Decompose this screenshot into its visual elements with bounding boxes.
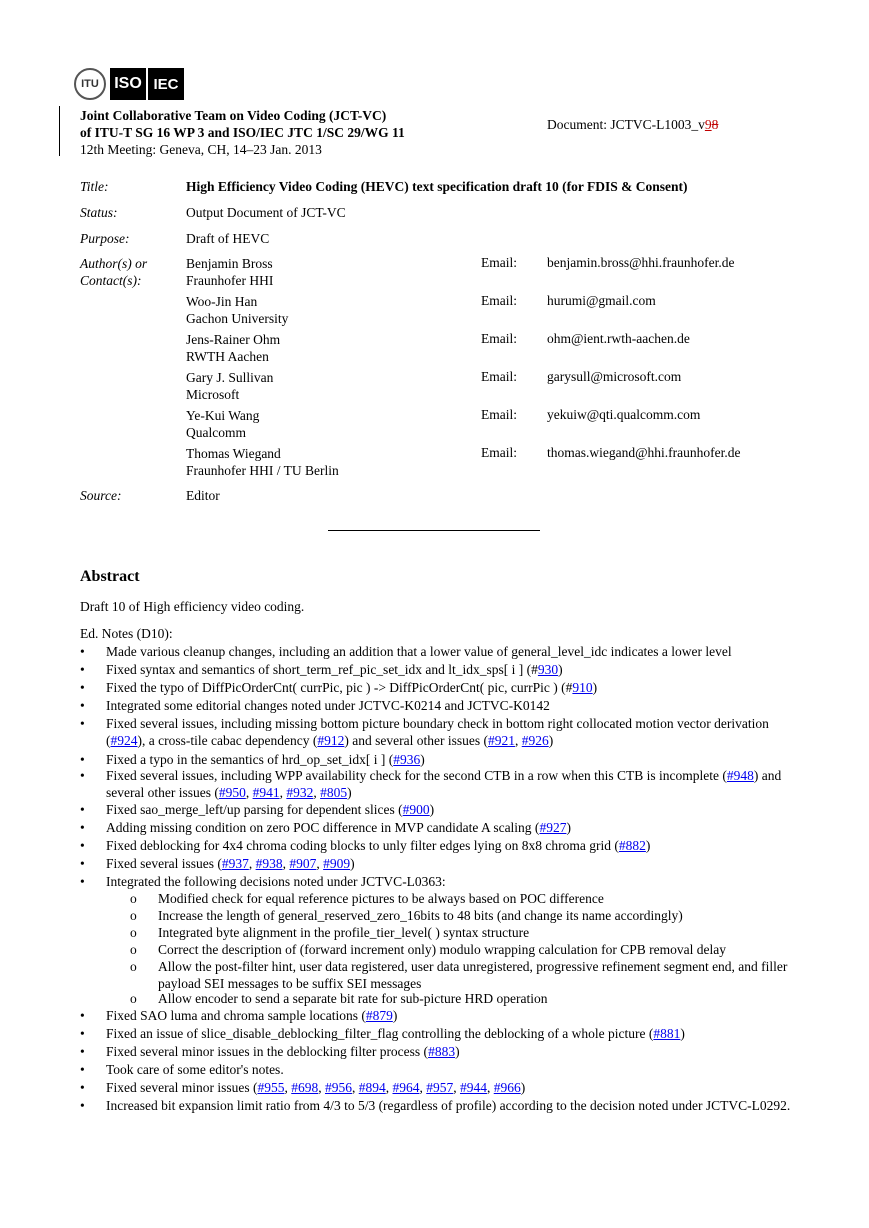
author-email: garysull@microsoft.com bbox=[547, 369, 682, 384]
ticket-link[interactable]: #964 bbox=[392, 1080, 420, 1095]
ticket-link[interactable]: #909 bbox=[323, 856, 351, 871]
abstract-heading: Abstract bbox=[80, 568, 140, 585]
change-bar bbox=[59, 106, 60, 156]
source-label: Source: bbox=[80, 488, 122, 503]
bullet-icon: • bbox=[80, 1008, 85, 1023]
author-name: Woo-Jin Han bbox=[186, 294, 258, 309]
ticket-link[interactable]: #882 bbox=[618, 838, 646, 853]
note-item bbox=[80, 679, 800, 696]
purpose-label: Purpose: bbox=[80, 231, 130, 246]
doc-version-deleted: 8 bbox=[711, 117, 719, 132]
sub-note-text: Integrated byte alignment in the profile_tier_level( ) syntax structure bbox=[158, 925, 530, 940]
ticket-link[interactable]: #894 bbox=[358, 1080, 386, 1095]
note-text: ) bbox=[350, 856, 355, 871]
note-content bbox=[106, 767, 806, 801]
author-email: thomas.wiegand@hhi.fraunhofer.de bbox=[547, 445, 741, 460]
note-text: ) bbox=[558, 662, 563, 677]
ticket-link[interactable]: #955 bbox=[257, 1080, 285, 1095]
note-item bbox=[80, 801, 800, 818]
note-item bbox=[80, 819, 800, 836]
note-text: Fixed SAO luma and chroma sample locations ( bbox=[106, 1008, 366, 1023]
ticket-link[interactable]: #879 bbox=[365, 1008, 393, 1023]
note-text: ) bbox=[392, 1008, 398, 1023]
note-item bbox=[80, 1079, 800, 1096]
note-text: ) bbox=[429, 802, 435, 817]
email-label: Email: bbox=[481, 293, 517, 308]
doc-prefix: Document: JCTVC-L1003_v bbox=[547, 117, 705, 132]
status-value: Output Document of JCT-VC bbox=[186, 205, 346, 220]
bullet-icon: • bbox=[80, 874, 85, 889]
note-content bbox=[106, 1043, 806, 1060]
note-item bbox=[80, 751, 800, 768]
ed-notes-label: Ed. Notes (D10): bbox=[80, 626, 173, 641]
note-content bbox=[106, 715, 806, 749]
bullet-icon: • bbox=[80, 1062, 85, 1077]
ticket-link[interactable]: #941 bbox=[252, 785, 280, 800]
author-org: Gachon University bbox=[186, 311, 289, 326]
ticket-link[interactable]: #956 bbox=[324, 1080, 352, 1095]
abstract-intro: Draft 10 of High efficiency video coding. bbox=[80, 599, 305, 614]
note-text: , bbox=[318, 1080, 325, 1095]
ticket-link[interactable]: #805 bbox=[320, 785, 348, 800]
note-text: Took care of some editor's notes. bbox=[106, 1062, 284, 1077]
author-email: yekuiw@qti.qualcomm.com bbox=[547, 407, 701, 422]
document-number bbox=[547, 117, 718, 133]
note-item bbox=[80, 1061, 800, 1078]
note-text: ) and several other issues ( bbox=[344, 733, 488, 748]
email-label: Email: bbox=[481, 255, 517, 270]
ticket-link[interactable]: 910 bbox=[572, 680, 593, 695]
note-content bbox=[106, 679, 806, 696]
bullet-icon: • bbox=[80, 644, 85, 659]
bullet-icon: • bbox=[80, 768, 85, 783]
author-email: benjamin.bross@hhi.fraunhofer.de bbox=[547, 255, 735, 270]
note-text: , bbox=[248, 856, 256, 871]
iec-logo: IEC bbox=[148, 68, 184, 100]
ticket-link[interactable]: 930 bbox=[537, 662, 559, 677]
purpose-value: Draft of HEVC bbox=[186, 231, 270, 246]
note-text: , bbox=[245, 785, 253, 800]
ticket-link[interactable]: #883 bbox=[428, 1044, 456, 1059]
note-content bbox=[106, 1061, 806, 1078]
note-text: , bbox=[453, 1080, 460, 1095]
author-org: Fraunhofer HHI / TU Berlin bbox=[186, 463, 339, 478]
note-text: ) bbox=[420, 752, 425, 767]
note-text: Fixed sao_merge_left/up parsing for dependent slices ( bbox=[106, 802, 403, 817]
ticket-link[interactable]: #944 bbox=[459, 1080, 487, 1095]
email-label: Email: bbox=[481, 331, 517, 346]
author-label-line-1: Author(s) or bbox=[80, 256, 148, 271]
sub-note-text: Allow the post-filter hint, user data registered, user data unregistered, progressive refinement segment end, and filler payload SEI messages to be suffix SEI messages bbox=[158, 959, 788, 991]
ticket-link[interactable]: #926 bbox=[521, 733, 549, 748]
note-text: , bbox=[313, 785, 321, 800]
note-text: Adding missing condition on zero POC difference in MVP candidate A scaling ( bbox=[106, 820, 540, 835]
note-item bbox=[80, 1097, 800, 1131]
bullet-icon: • bbox=[80, 1080, 85, 1095]
sub-bullet-icon: o bbox=[130, 942, 137, 957]
note-content bbox=[106, 819, 806, 836]
sub-bullet-icon: o bbox=[130, 908, 137, 923]
bullet-icon: • bbox=[80, 662, 85, 677]
title-label: Title: bbox=[80, 179, 109, 194]
note-content bbox=[106, 1025, 806, 1042]
note-text: Fixed the typo of DiffPicOrderCnt( currPic, pic ) -> DiffPicOrderCnt( pic, currPic ) (# bbox=[106, 680, 573, 695]
note-text: Fixed an issue of slice_disable_deblocking_filter_flag controlling the deblocking of a whole picture ( bbox=[106, 1026, 654, 1041]
ticket-link[interactable]: #907 bbox=[289, 856, 317, 871]
author-name: Thomas Wiegand bbox=[186, 446, 281, 461]
ticket-link[interactable]: #938 bbox=[255, 856, 283, 871]
author-org: Microsoft bbox=[186, 387, 240, 402]
author-org: Qualcomm bbox=[186, 425, 246, 440]
note-content bbox=[106, 643, 806, 660]
ticket-link[interactable]: #881 bbox=[653, 1026, 681, 1041]
email-label: Email: bbox=[481, 369, 517, 384]
note-content bbox=[106, 661, 806, 678]
author-name: Ye-Kui Wang bbox=[186, 408, 260, 423]
author-label-line-2: Contact(s): bbox=[80, 273, 142, 288]
note-content bbox=[106, 1079, 806, 1096]
note-text: Fixed several minor issues in the deblocking filter process ( bbox=[106, 1044, 429, 1059]
note-content bbox=[106, 751, 806, 768]
note-text: , bbox=[279, 785, 287, 800]
note-text: ) bbox=[347, 785, 352, 800]
note-item bbox=[80, 661, 800, 678]
email-label: Email: bbox=[481, 445, 517, 460]
ticket-link[interactable]: #966 bbox=[493, 1080, 521, 1095]
note-content bbox=[106, 837, 806, 854]
note-content bbox=[106, 1007, 806, 1024]
ticket-link[interactable]: #950 bbox=[218, 785, 246, 800]
ticket-link[interactable]: #948 bbox=[726, 768, 754, 783]
author-org: Fraunhofer HHI bbox=[186, 273, 274, 288]
sub-bullet-icon: o bbox=[130, 925, 137, 940]
ticket-link[interactable]: #936 bbox=[393, 752, 421, 767]
sub-note-text: Modified check for equal reference pictures to be always based on POC difference bbox=[158, 891, 604, 906]
note-text: , bbox=[486, 1080, 494, 1095]
note-text: , bbox=[284, 1080, 292, 1095]
note-content bbox=[106, 697, 806, 714]
ticket-link[interactable]: #932 bbox=[286, 785, 314, 800]
note-text: , bbox=[385, 1080, 393, 1095]
note-item bbox=[80, 715, 800, 749]
note-text: Fixed several issues, including WPP availability check for the second CTB in a row when this CTB is incomplete ( bbox=[106, 768, 727, 783]
note-content bbox=[106, 873, 806, 890]
bullet-icon: • bbox=[80, 820, 85, 835]
note-text: Increased bit expansion limit ratio from 4/3 to 5/3 (regardless of profile) according to the decision noted under JCTVC-L0292. bbox=[106, 1098, 791, 1113]
note-text: , bbox=[419, 1080, 427, 1095]
doc-version-inserted: 9 bbox=[704, 117, 712, 132]
sub-bullet-icon: o bbox=[130, 959, 137, 974]
note-text: ) and several other issues ( bbox=[106, 768, 782, 800]
ticket-link[interactable]: #912 bbox=[317, 733, 345, 748]
sub-bullet-icon: o bbox=[130, 991, 137, 1006]
bullet-icon: • bbox=[80, 680, 85, 695]
note-text: , bbox=[514, 733, 522, 748]
bullet-icon: • bbox=[80, 838, 85, 853]
sub-note-text: Correct the description of (forward increment only) modulo wrapping calculation for CPB removal delay bbox=[158, 942, 726, 957]
ticket-link[interactable]: #927 bbox=[539, 820, 567, 835]
bullet-icon: • bbox=[80, 1044, 85, 1059]
sub-bullet-icon: o bbox=[130, 891, 137, 906]
note-item bbox=[80, 697, 800, 714]
note-item bbox=[80, 1043, 800, 1060]
note-item bbox=[80, 837, 800, 854]
note-content bbox=[106, 1097, 806, 1114]
note-text: ) bbox=[548, 733, 554, 748]
note-content bbox=[106, 801, 806, 818]
note-item bbox=[80, 855, 800, 872]
ticket-link[interactable]: #924 bbox=[110, 733, 138, 748]
ticket-link[interactable]: #698 bbox=[291, 1080, 319, 1095]
note-text: Integrated the following decisions noted under JCTVC-L0363: bbox=[106, 874, 446, 889]
note-text: Fixed several issues, including missing bottom picture boundary check in bottom right collocated motion vector derivation ( bbox=[106, 716, 769, 748]
bullet-icon: • bbox=[80, 802, 85, 817]
sub-note-text: Allow encoder to send a separate bit rate for sub-picture HRD operation bbox=[158, 991, 548, 1006]
ticket-link[interactable]: #937 bbox=[221, 856, 249, 871]
author-name: Jens-Rainer Ohm bbox=[186, 332, 281, 347]
note-text: ) bbox=[520, 1080, 526, 1095]
bullet-icon: • bbox=[80, 716, 85, 731]
note-text: , bbox=[282, 856, 290, 871]
ticket-link[interactable]: #921 bbox=[487, 733, 515, 748]
itu-logo bbox=[74, 68, 106, 100]
note-text: Fixed a typo in the semantics of hrd_op_set_idx[ i ] ( bbox=[106, 752, 394, 767]
note-text: , bbox=[316, 856, 324, 871]
email-label: Email: bbox=[481, 407, 517, 422]
note-text: ), a cross-tile cabac dependency ( bbox=[137, 733, 318, 748]
sub-note-text: Increase the length of general_reserved_zero_16bits to 48 bits (and change its name accordingly) bbox=[158, 908, 683, 923]
bullet-icon: • bbox=[80, 1026, 85, 1041]
meeting-line: 12th Meeting: Geneva, CH, 14–23 Jan. 2013 bbox=[80, 142, 322, 157]
bullet-icon: • bbox=[80, 752, 85, 767]
author-name: Benjamin Bross bbox=[186, 256, 273, 271]
itu-logo-text: ITU bbox=[81, 78, 99, 90]
org-line-1: Joint Collaborative Team on Video Coding (JCT-VC) bbox=[80, 108, 387, 123]
note-text: , bbox=[351, 1080, 359, 1095]
note-item bbox=[80, 767, 800, 801]
iso-logo: ISO bbox=[110, 68, 146, 100]
note-text: ) bbox=[455, 1044, 460, 1059]
note-text: ) bbox=[592, 680, 598, 695]
note-text: Fixed deblocking for 4x4 chroma coding blocks to unly filter edges lying on 8x8 chroma grid ( bbox=[106, 838, 619, 853]
note-item bbox=[80, 643, 800, 660]
separator-line bbox=[328, 530, 540, 531]
ticket-link[interactable]: #900 bbox=[402, 802, 430, 817]
note-text: Integrated some editorial changes noted under JCTVC-K0214 and JCTVC-K0142 bbox=[106, 698, 550, 713]
note-text: Made various cleanup changes, including an addition that a lower value of general_level_idc indicates a lower level bbox=[106, 644, 732, 659]
note-text: Fixed several issues ( bbox=[106, 856, 222, 871]
ticket-link[interactable]: #957 bbox=[426, 1080, 454, 1095]
bullet-icon: • bbox=[80, 698, 85, 713]
title-value: High Efficiency Video Coding (HEVC) text specification draft 10 (for FDIS & Consent) bbox=[186, 179, 688, 194]
org-line-2: of ITU-T SG 16 WP 3 and ISO/IEC JTC 1/SC 29/WG 11 bbox=[80, 125, 405, 140]
note-text: Fixed syntax and semantics of short_term_ref_pic_set_idx and lt_idx_sps[ i ] (# bbox=[106, 662, 538, 677]
author-email: hurumi@gmail.com bbox=[547, 293, 656, 308]
author-name: Gary J. Sullivan bbox=[186, 370, 274, 385]
author-email: ohm@ient.rwth-aachen.de bbox=[547, 331, 690, 346]
source-value: Editor bbox=[186, 488, 220, 503]
bullet-icon: • bbox=[80, 1098, 85, 1113]
note-text: ) bbox=[566, 820, 571, 835]
bullet-icon: • bbox=[80, 856, 85, 871]
status-label: Status: bbox=[80, 205, 118, 220]
note-text: Fixed several minor issues ( bbox=[106, 1080, 258, 1095]
note-content bbox=[106, 855, 806, 872]
note-text: ) bbox=[680, 1026, 685, 1041]
note-text: ) bbox=[645, 838, 651, 853]
author-org: RWTH Aachen bbox=[186, 349, 269, 364]
note-item bbox=[80, 873, 800, 890]
note-item bbox=[80, 1025, 800, 1042]
note-item bbox=[80, 1007, 800, 1024]
